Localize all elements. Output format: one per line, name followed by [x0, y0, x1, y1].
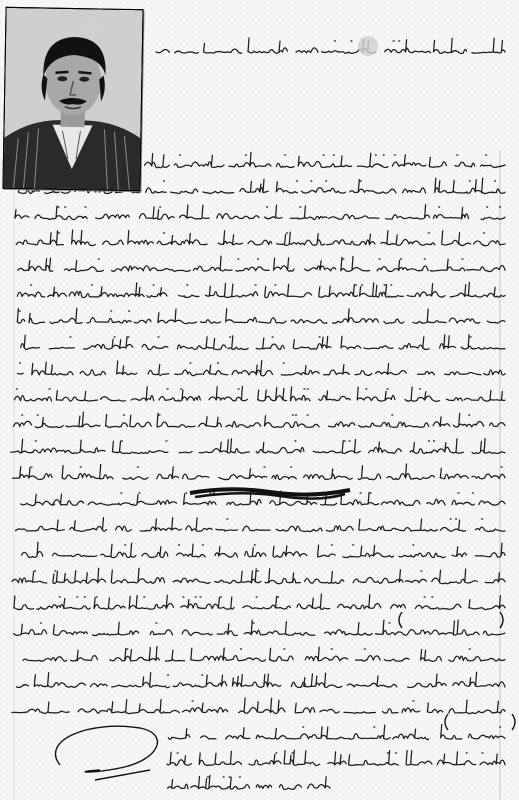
tape-mark [82, 20, 102, 38]
tape-mark [358, 36, 378, 56]
portrait-image [3, 8, 142, 190]
portrait-photo [2, 7, 143, 191]
